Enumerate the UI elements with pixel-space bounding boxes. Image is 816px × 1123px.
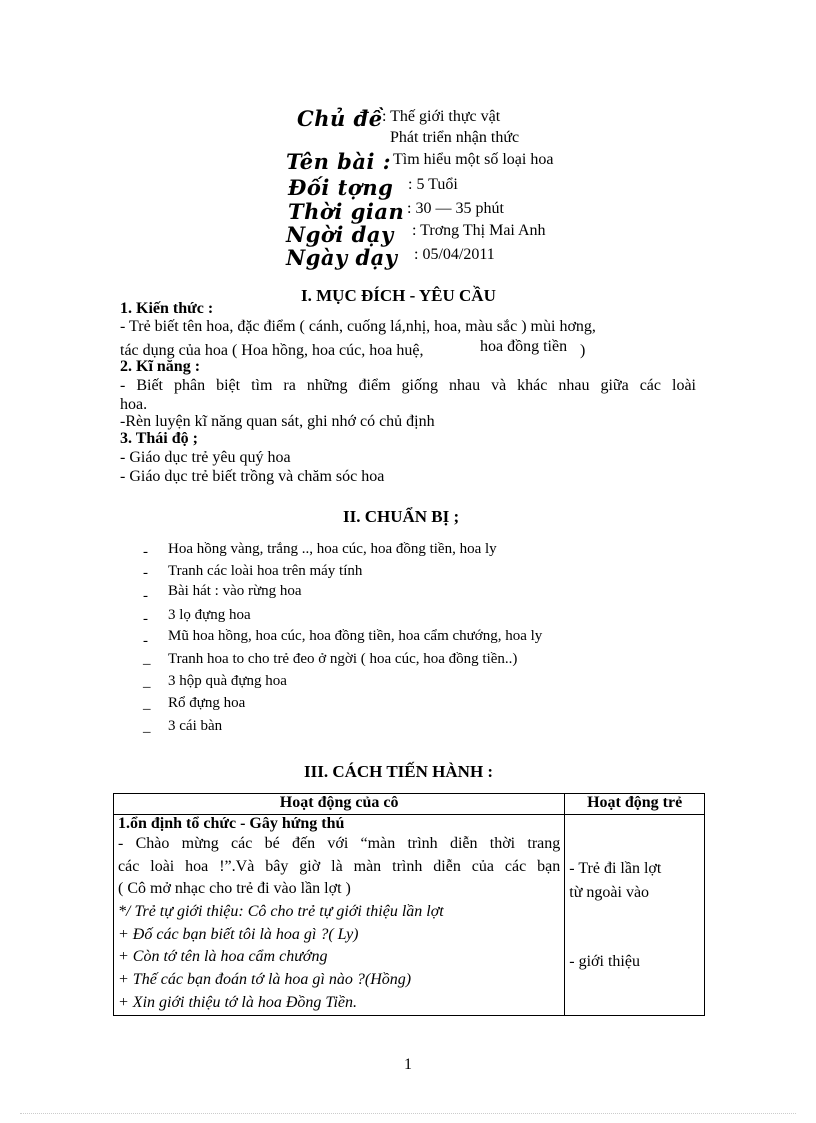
topic-value: : Thế giới thực vật [382, 108, 501, 125]
child-column-header: Hoạt động trẻ [565, 794, 705, 815]
child-line: - Trẻ đi lần lợt [569, 860, 662, 877]
prep-item-3: Bài hát : vào rừng hoa [168, 583, 302, 599]
topic-label: Chủ đề [297, 106, 383, 131]
knowledge-heading: 1. Kiến thức : [120, 300, 214, 317]
prep-dash-9: _ [143, 719, 151, 735]
attitude-line-1: - Giáo dục trẻ yêu quý hoa [120, 449, 291, 466]
prep-dash-3: - [143, 588, 148, 604]
activity-table [113, 793, 705, 1016]
prep-item-8: Rổ đựng hoa [168, 695, 246, 711]
teacher-label: Ngời dạy [286, 222, 394, 247]
attitude-line-2: - Giáo dục trẻ biết trồng và chăm sóc hoa [120, 468, 385, 485]
attitude-heading: 3. Thái độ ; [120, 430, 198, 447]
date-value: : 05/04/2011 [414, 246, 495, 263]
lesson-label: Tên bài : [286, 149, 391, 174]
section-1-title: I. MỤC ĐÍCH - YÊU CẦU [301, 286, 496, 305]
section-3-title: III. CÁCH TIẾN HÀNH : [304, 762, 494, 781]
teacher-line: */ Trẻ tự giới thiệu: Cô cho trẻ tự giới thiệu lần lợt [118, 903, 444, 921]
knowledge-line-1: - Trẻ biết tên hoa, đặc điểm ( cánh, cuống lá,nhị, hoa, màu sắc ) mùi hơng, [120, 318, 596, 335]
footer-divider [20, 1113, 796, 1114]
page-number: 1 [404, 1056, 412, 1073]
child-line: từ ngoài vào [569, 884, 650, 901]
section-2-title: II. CHUẨN BỊ ; [343, 507, 460, 526]
prep-dash-7: _ [143, 674, 151, 690]
teacher-column-header: Hoạt động của cô [114, 794, 565, 815]
knowledge-line-2c: ) [580, 342, 586, 359]
prep-dash-2: - [143, 565, 148, 581]
skill-heading: 2. Kĩ năng : [120, 358, 201, 375]
time-value: : 30 — 35 phút [407, 200, 504, 217]
audience-label: Đối tợng [288, 175, 394, 200]
child-line: - giới thiệu [569, 953, 640, 970]
prep-item-2: Tranh các loài hoa trên máy tính [168, 563, 363, 579]
knowledge-line-2b: hoa đồng tiền [480, 338, 568, 355]
knowledge-line-2a: tác dụng của hoa ( Hoa hồng, hoa cúc, hoa huệ, [120, 342, 424, 359]
prep-item-9: 3 cái bàn [168, 718, 223, 734]
prep-dash-5: - [143, 633, 148, 649]
teacher-line: - Chào mừng các bé đến với “màn trình diễn thời trang [118, 835, 561, 852]
prep-item-1: Hoa hồng vàng, trắng .., hoa cúc, hoa đồng tiền, hoa ly [168, 541, 497, 557]
time-label: Thời gian [288, 199, 405, 224]
table-row [114, 815, 705, 1016]
prep-dash-1: - [143, 544, 148, 560]
teacher-activity-cell [114, 815, 565, 1016]
skill-line-2: hoa. [120, 396, 148, 413]
teacher-value: : Trơng Thị Mai Anh [412, 222, 546, 239]
table-header-row [114, 794, 705, 815]
lesson-value: Tìm hiểu một số loại hoa [393, 151, 554, 168]
audience-value: : 5 Tuổi [408, 176, 458, 193]
prep-item-4: 3 lọ đựng hoa [168, 607, 251, 623]
date-label: Ngày dạy [286, 245, 398, 270]
child-activity-cell [565, 815, 705, 1016]
teacher-line: + Thế các bạn đoán tớ là hoa gì nào ?(Hồng) [118, 971, 412, 989]
skill-line-3: -Rèn luyện kĩ năng quan sát, ghi nhớ có chủ định [120, 413, 435, 430]
prep-item-7: 3 hộp quà đựng hoa [168, 673, 287, 689]
prep-item-6: Tranh hoa to cho trẻ đeo ở ngời ( hoa cúc, hoa đồng tiền..) [168, 651, 518, 667]
teacher-line: 1.ổn định tổ chức - Gây hứng thú [118, 815, 345, 832]
prep-dash-8: _ [143, 696, 151, 712]
teacher-line: + Còn tớ tên là hoa cẩm chướng [118, 948, 328, 966]
prep-item-5: Mũ hoa hồng, hoa cúc, hoa đồng tiền, hoa cẩm chướng, hoa ly [168, 628, 543, 644]
prep-dash-4: - [143, 611, 148, 627]
teacher-line: ( Cô mở nhạc cho trẻ đi vào lần lợt ) [118, 880, 351, 898]
teacher-line: các loài hoa !”.Và bây giờ là màn trình diễn của các bạn [118, 857, 561, 875]
prep-dash-6: _ [143, 651, 151, 667]
topic-subvalue: Phát triển nhận thức [390, 129, 520, 146]
skill-line-1: - Biết phân biệt tìm ra những điểm giống nhau và khác nhau giữa các loài [120, 377, 696, 394]
teacher-line: + Xin giới thiệu tớ là hoa Đồng Tiền. [118, 993, 357, 1011]
teacher-line: + Đố các bạn biết tôi là hoa gì ?( Ly) [118, 925, 359, 943]
